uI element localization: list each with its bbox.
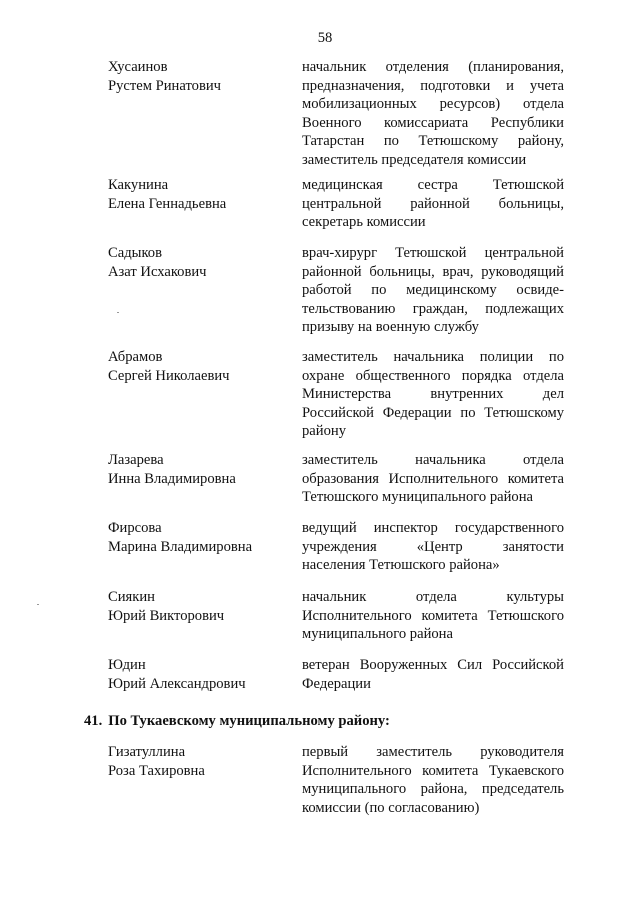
role-line: медицинская сестра Тетюшской bbox=[302, 177, 564, 193]
section-title: По Тукаевскому муниципальному району: bbox=[108, 713, 390, 729]
role-line: заместитель начальника полиции по bbox=[302, 349, 564, 365]
role-line: Тетюшского муниципального района bbox=[302, 489, 534, 505]
role-line: Министерства внутренних дел bbox=[302, 386, 564, 402]
role-line: Исполнительного комитета Тетюшского bbox=[302, 607, 564, 624]
member-given-names: Рустем Ринатович bbox=[108, 77, 221, 94]
member-surname: Юдин bbox=[108, 657, 146, 673]
member-given-names: Инна Владимировна bbox=[108, 470, 236, 487]
role-line: предназначения, подготовки и учета bbox=[302, 77, 564, 94]
member-surname: Фирсова bbox=[108, 520, 162, 536]
member-role bbox=[302, 348, 564, 441]
member-name bbox=[108, 743, 293, 780]
member-role bbox=[302, 451, 564, 507]
member-role bbox=[302, 588, 564, 644]
role-line: районной больницы, врач, руководящий bbox=[302, 263, 564, 280]
role-line: Татарстан по Тетюшскому району, bbox=[302, 133, 564, 149]
member-name bbox=[108, 519, 293, 556]
member-role bbox=[302, 519, 564, 575]
role-line: тельствованию граждан, подлежащих bbox=[302, 300, 564, 317]
role-line: Федерации bbox=[302, 675, 371, 692]
section-number: 41. bbox=[84, 713, 103, 729]
role-line: врач-хирург Тетюшской центральной bbox=[302, 245, 564, 261]
role-line: заместитель председателя комиссии bbox=[302, 151, 527, 168]
role-line: охране общественного порядка отдела bbox=[302, 367, 564, 384]
role-line: ведущий инспектор государственного bbox=[302, 520, 564, 536]
role-line: ветеран Вооруженных Сил Российской bbox=[302, 657, 564, 673]
member-surname: Гизатуллина bbox=[108, 744, 186, 760]
role-line: образования Исполнительного комитета bbox=[302, 470, 564, 487]
page-number: 58 bbox=[317, 30, 333, 46]
role-line: заместитель начальника отдела bbox=[302, 452, 564, 468]
member-surname: Садыков bbox=[108, 245, 162, 261]
member-role bbox=[302, 743, 564, 817]
member-name bbox=[108, 348, 293, 385]
member-surname: Хусаинов bbox=[108, 59, 168, 75]
role-line: муниципального района bbox=[302, 626, 453, 642]
role-line: призыву на военную службу bbox=[302, 319, 479, 335]
member-given-names: Елена Геннадьевна bbox=[108, 195, 227, 212]
member-surname: Какунина bbox=[108, 177, 169, 193]
member-name bbox=[108, 451, 293, 488]
member-role bbox=[302, 58, 564, 169]
role-line: работой по медицинскому освиде- bbox=[302, 282, 564, 298]
member-name bbox=[108, 588, 293, 625]
role-line: комиссии (по согласованию) bbox=[302, 799, 480, 816]
section-heading bbox=[84, 712, 390, 731]
member-given-names: Азат Исхакович bbox=[108, 263, 207, 280]
member-surname: Абрамов bbox=[108, 349, 163, 365]
role-line: Исполнительного комитета Тукаевского bbox=[302, 762, 564, 779]
member-given-names: Юрий Викторович bbox=[108, 607, 225, 624]
member-given-names: Роза Тахировна bbox=[108, 762, 205, 779]
member-role bbox=[302, 244, 564, 337]
member-surname: Лазарева bbox=[108, 452, 164, 468]
member-role bbox=[302, 656, 564, 693]
role-line: Российской Федерации по Тетюшскому bbox=[302, 404, 564, 421]
role-line: мобилизационных ресурсов) отдела bbox=[302, 96, 564, 112]
role-line: Военного комиссариата Республики bbox=[302, 114, 564, 131]
member-name bbox=[108, 656, 293, 693]
member-name bbox=[108, 176, 293, 213]
scan-mark bbox=[37, 604, 39, 605]
member-name bbox=[108, 244, 293, 281]
member-role bbox=[302, 176, 564, 232]
role-line: населения Тетюшского района» bbox=[302, 557, 500, 573]
role-line: учреждения «Центр занятости bbox=[302, 538, 564, 555]
member-given-names: Марина Владимировна bbox=[108, 538, 253, 555]
role-line: муниципального района, председатель bbox=[302, 781, 564, 797]
member-surname: Сиякин bbox=[108, 589, 155, 605]
member-given-names: Сергей Николаевич bbox=[108, 367, 230, 384]
member-given-names: Юрий Александрович bbox=[108, 675, 246, 692]
role-line: начальник отдела культуры bbox=[302, 589, 564, 605]
scan-mark bbox=[117, 312, 119, 313]
role-line: району bbox=[302, 423, 346, 439]
role-line: центральной районной больницы, bbox=[302, 195, 564, 212]
role-line: начальник отделения (планирования, bbox=[302, 59, 564, 75]
role-line: первый заместитель руководителя bbox=[302, 744, 564, 760]
role-line: секретарь комиссии bbox=[302, 214, 426, 230]
member-name bbox=[108, 58, 293, 95]
